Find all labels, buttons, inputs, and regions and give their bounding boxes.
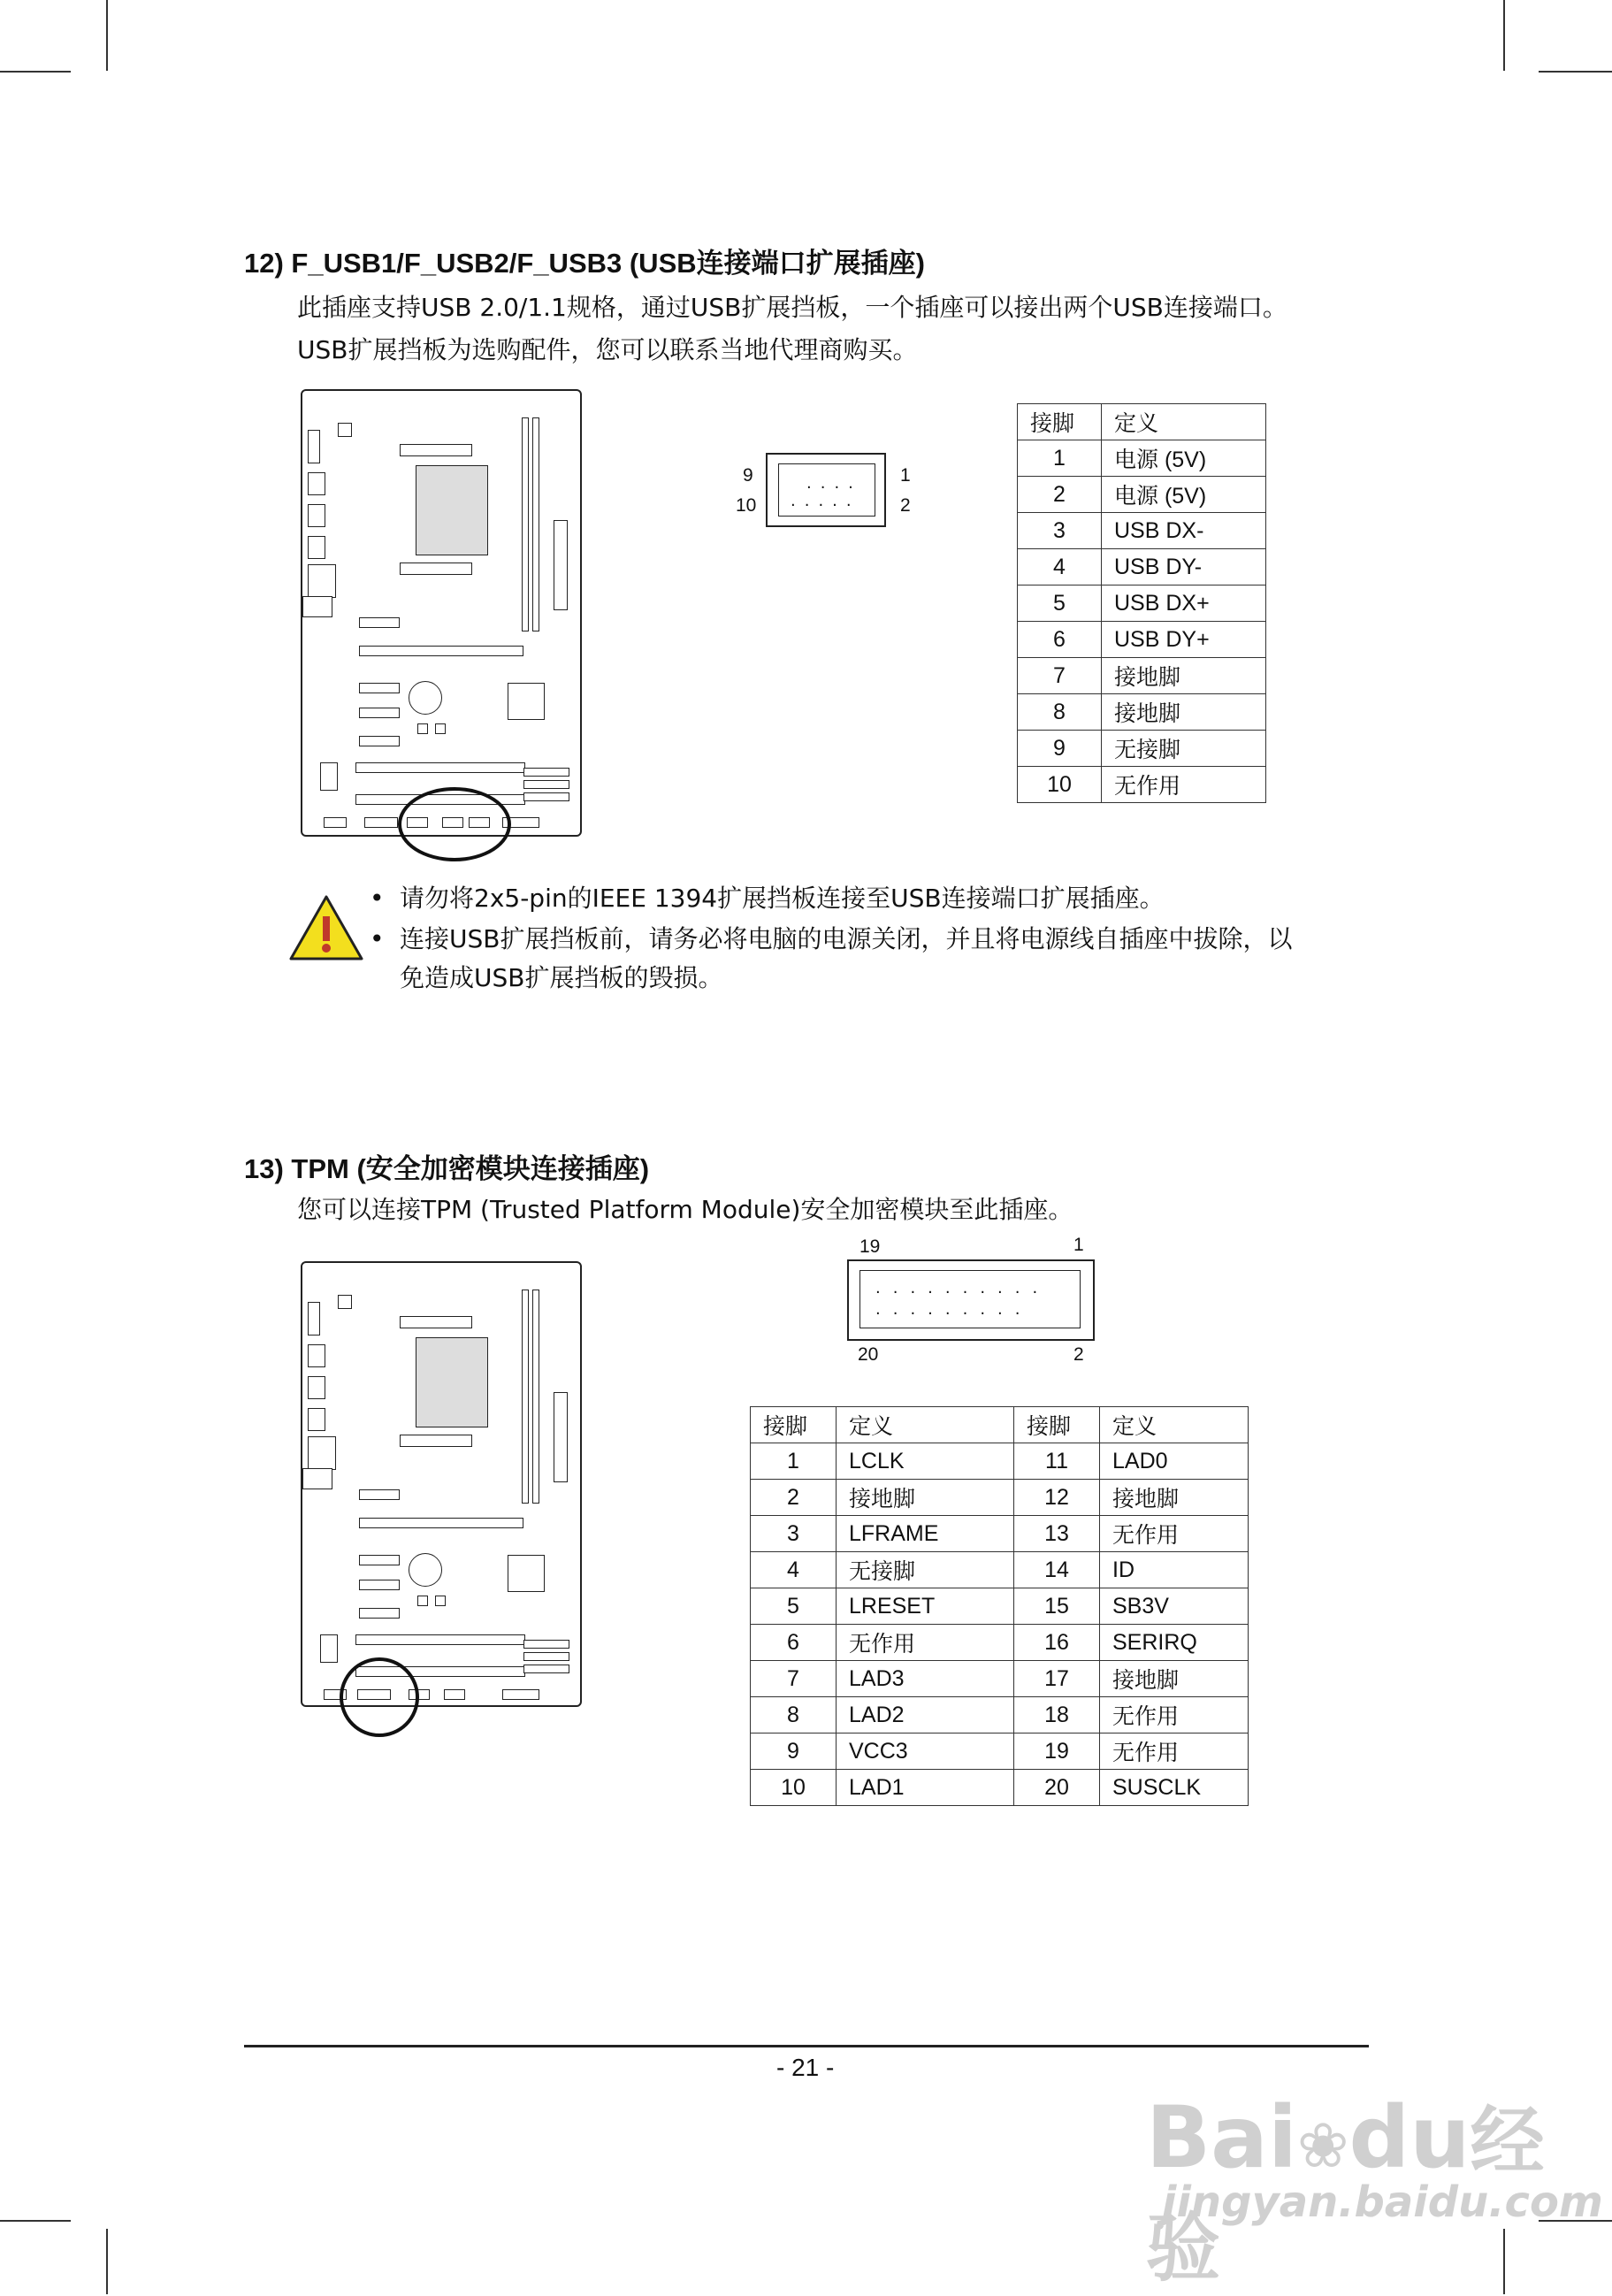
table-row xyxy=(751,1625,1249,1661)
table-row xyxy=(751,1443,1249,1480)
pin-definition: 无作用 xyxy=(1102,767,1266,803)
pin-number: 17 xyxy=(1014,1661,1100,1697)
pin-number: 1 xyxy=(1018,440,1102,477)
table-row xyxy=(1018,585,1266,622)
section-13-heading: 13) TPM (安全加密模块连接插座) xyxy=(244,1153,650,1184)
highlight-circle-tpm xyxy=(340,1657,419,1737)
section-12-description-line2: USB扩展挡板为选购配件，您可以联系当地代理商购买。 xyxy=(297,335,918,364)
motherboard-diagram-tpm xyxy=(301,1261,582,1707)
pin-definition: 接地脚 xyxy=(1100,1661,1249,1697)
table-row xyxy=(751,1516,1249,1552)
pin-number: 20 xyxy=(1014,1770,1100,1806)
watermark-url: jingyan.baidu.com xyxy=(1162,2177,1603,2227)
warning-text-2-continued: 免造成USB扩展挡板的毁损。 xyxy=(400,963,723,992)
table-row xyxy=(1018,767,1266,803)
highlight-circle-usb xyxy=(398,787,511,861)
pin-number: 6 xyxy=(1018,622,1102,658)
pin-number: 7 xyxy=(1018,658,1102,694)
table-row xyxy=(1018,513,1266,549)
pin-definition: 无作用 xyxy=(837,1625,1014,1661)
pin-definition: LAD3 xyxy=(837,1661,1014,1697)
table-row xyxy=(751,1770,1249,1806)
column-header-pin: 接脚 xyxy=(751,1407,837,1443)
column-header-definition: 定义 xyxy=(837,1407,1014,1443)
column-header-pin-2: 接脚 xyxy=(1014,1407,1100,1443)
pin-definition: SERIRQ xyxy=(1100,1625,1249,1661)
connector-label-pin2: 2 xyxy=(900,495,911,516)
pin-definition: 电源 (5V) xyxy=(1102,477,1266,513)
pin-number: 10 xyxy=(751,1770,837,1806)
connector-label-pin20: 20 xyxy=(858,1344,879,1365)
usb-pin-table xyxy=(1017,403,1266,803)
pin-number: 9 xyxy=(1018,731,1102,767)
pin-definition: ID xyxy=(1100,1552,1249,1588)
warning-bullet-1: • xyxy=(370,884,385,913)
pin-definition: LAD1 xyxy=(837,1770,1014,1806)
usb-header-connector: .... ..... xyxy=(766,453,886,527)
pin-definition: 接地脚 xyxy=(1102,658,1266,694)
pin-number: 13 xyxy=(1014,1516,1100,1552)
pin-number: 4 xyxy=(751,1552,837,1588)
motherboard-diagram-usb xyxy=(301,389,582,837)
pin-number: 14 xyxy=(1014,1552,1100,1588)
warning-triangle-icon xyxy=(288,893,364,962)
pin-number: 10 xyxy=(1018,767,1102,803)
table-row xyxy=(1018,658,1266,694)
pin-number: 8 xyxy=(1018,694,1102,731)
watermark-product: 经验 xyxy=(1146,2098,1545,2292)
page-number: - 21 - xyxy=(776,2054,835,2081)
tpm-header-connector: .......... ......... xyxy=(847,1259,1095,1341)
pin-definition: 接地脚 xyxy=(837,1480,1014,1516)
pin-definition: 接地脚 xyxy=(1102,694,1266,731)
table-row xyxy=(1018,549,1266,585)
pin-number: 11 xyxy=(1014,1443,1100,1480)
section-13-description: 您可以连接TPM (Trusted Platform Module)安全加密模块至此插座。 xyxy=(297,1195,1073,1224)
pin-number: 15 xyxy=(1014,1588,1100,1625)
pin-definition: SUSCLK xyxy=(1100,1770,1249,1806)
pin-number: 12 xyxy=(1014,1480,1100,1516)
connector-label-pin2: 2 xyxy=(1073,1344,1084,1365)
pin-definition: USB DY- xyxy=(1102,549,1266,585)
pin-number: 5 xyxy=(751,1588,837,1625)
footer-rule xyxy=(244,2045,1369,2047)
pin-number: 4 xyxy=(1018,549,1102,585)
pin-definition: LAD0 xyxy=(1100,1443,1249,1480)
pin-definition: LCLK xyxy=(837,1443,1014,1480)
table-row xyxy=(751,1588,1249,1625)
pin-definition: 无作用 xyxy=(1100,1697,1249,1733)
pin-definition: 无作用 xyxy=(1100,1733,1249,1770)
pin-number: 1 xyxy=(751,1443,837,1480)
table-header-row xyxy=(751,1407,1249,1443)
pin-number: 6 xyxy=(751,1625,837,1661)
column-header-definition: 定义 xyxy=(1102,404,1266,440)
warning-text-2: 连接USB扩展挡板前，请务必将电脑的电源关闭，并且将电源线自插座中拔除，以 xyxy=(400,924,1293,953)
connector-label-pin1: 1 xyxy=(900,465,911,486)
watermark-brand-bai: Bai xyxy=(1146,2088,1297,2187)
table-row xyxy=(1018,622,1266,658)
tpm-pin-table xyxy=(750,1406,1249,1806)
connector-label-pin19: 19 xyxy=(859,1236,881,1257)
watermark-brand-du: du xyxy=(1348,2088,1471,2187)
table-row xyxy=(751,1661,1249,1697)
table-row xyxy=(751,1697,1249,1733)
pin-definition: SB3V xyxy=(1100,1588,1249,1625)
connector-label-pin1: 1 xyxy=(1073,1235,1084,1255)
pin-number: 19 xyxy=(1014,1733,1100,1770)
section-12-heading: 12) F_USB1/F_USB2/F_USB3 (USB连接端口扩展插座) xyxy=(244,248,925,279)
pin-definition: LFRAME xyxy=(837,1516,1014,1552)
pin-definition: VCC3 xyxy=(837,1733,1014,1770)
pin-number: 3 xyxy=(751,1516,837,1552)
connector-label-pin10: 10 xyxy=(736,495,757,516)
pin-definition: 无作用 xyxy=(1100,1516,1249,1552)
column-header-definition-2: 定义 xyxy=(1100,1407,1249,1443)
pin-definition: LRESET xyxy=(837,1588,1014,1625)
warning-text-1: 请勿将2x5-pin的IEEE 1394扩展挡板连接至USB连接端口扩展插座。 xyxy=(400,884,1165,913)
pin-number: 9 xyxy=(751,1733,837,1770)
pin-definition: USB DX+ xyxy=(1102,585,1266,622)
pin-number: 7 xyxy=(751,1661,837,1697)
pin-number: 5 xyxy=(1018,585,1102,622)
pin-definition: 接地脚 xyxy=(1100,1480,1249,1516)
watermark-paw-icon: ❀ xyxy=(1296,2109,1349,2182)
pin-number: 18 xyxy=(1014,1697,1100,1733)
pin-definition: USB DY+ xyxy=(1102,622,1266,658)
column-header-pin: 接脚 xyxy=(1018,404,1102,440)
pin-definition: LAD2 xyxy=(837,1697,1014,1733)
table-row xyxy=(751,1480,1249,1516)
table-row xyxy=(1018,694,1266,731)
pin-definition: 无接脚 xyxy=(837,1552,1014,1588)
warning-bullet-2: • xyxy=(370,924,385,953)
pin-number: 8 xyxy=(751,1697,837,1733)
table-row xyxy=(751,1552,1249,1588)
connector-label-pin9: 9 xyxy=(743,465,753,486)
pin-number: 3 xyxy=(1018,513,1102,549)
table-row xyxy=(1018,477,1266,513)
table-row xyxy=(1018,731,1266,767)
pin-definition: 电源 (5V) xyxy=(1102,440,1266,477)
pin-definition: USB DX- xyxy=(1102,513,1266,549)
pin-number: 16 xyxy=(1014,1625,1100,1661)
section-12-description-line1: 此插座支持USB 2.0/1.1规格，通过USB扩展挡板，一个插座可以接出两个USB连接端口。 xyxy=(297,293,1287,322)
table-row xyxy=(751,1733,1249,1770)
table-header-row xyxy=(1018,404,1266,440)
pin-number: 2 xyxy=(1018,477,1102,513)
table-row xyxy=(1018,440,1266,477)
pin-number: 2 xyxy=(751,1480,837,1516)
pin-definition: 无接脚 xyxy=(1102,731,1266,767)
